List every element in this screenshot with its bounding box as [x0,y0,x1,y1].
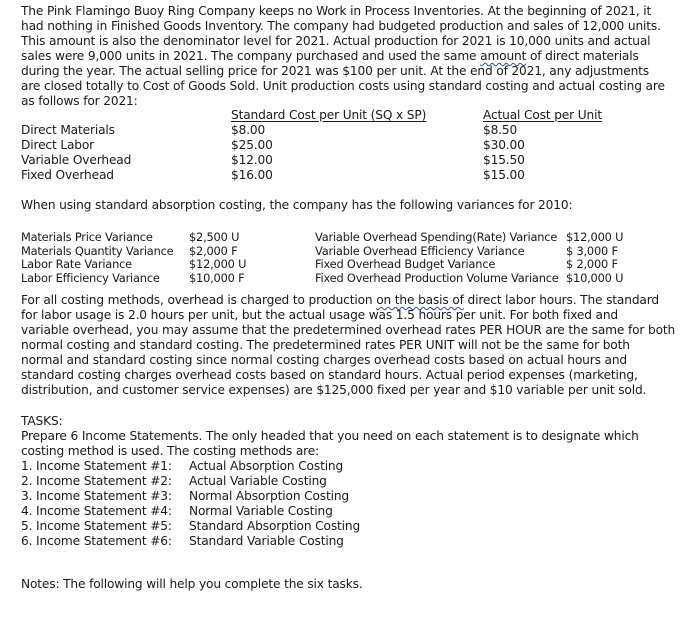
variance-value: $10,000 F [189,270,245,285]
actual-cost: $30.00 [483,138,525,152]
intro-paragraph [21,4,665,109]
task-item [21,474,661,489]
intro-line-2: had nothing in Finished Goods Inventory. The company had budgeted production and sales of 12,000 units. [21,19,661,33]
overhead-line-1-tail: direct labor hours. The standard [463,293,659,307]
variance-label: Materials Price Variance [21,230,153,244]
task-label: 6. Income Statement #6: [21,534,172,548]
task-item [21,519,661,534]
actual-cost: $15.50 [483,153,525,167]
variance-label: Labor Rate Variance [21,257,132,271]
variance-row [21,231,661,245]
variance-value: $2,500 U [189,230,240,244]
task-label: 1. Income Statement #1: [21,459,172,473]
variance-row [21,258,661,272]
cost-row [21,153,661,168]
standard-cost: $16.00 [231,168,273,182]
notes-paragraph [21,577,661,592]
cost-row [21,123,661,138]
variance-label: Materials Quantity Variance [21,243,174,258]
overhead-line-5: normal and standard costing since normal costing charges overhead costs based on actual hours and [21,353,627,367]
overhead-line-2: for labor usage is 2.0 hours per unit, but the actual usage was 1.5 hours per unit. For both fixed and [21,308,619,322]
intro-line-3: This amount is also the denominator level for 2021. Actual production for 2021 is 10,000 units and actual [21,34,651,48]
grammar-flag-on-the-basis-of: on the basis of [376,293,464,307]
cost-label: Variable Overhead [21,153,132,167]
variance-label: Fixed Overhead Budget Variance [315,257,496,271]
tasks-section [21,414,661,549]
task-method: Standard Absorption Costing [189,519,361,533]
variance-value: $ 2,000 F [566,257,618,271]
task-label: 2. Income Statement #2: [21,474,172,488]
intro-line-7: as follows for 2021: [21,94,138,108]
task-label: 3. Income Statement #3: [21,489,172,503]
task-method: Actual Absorption Costing [189,459,344,473]
task-label: 4. Income Statement #4: [21,504,172,518]
variance-label: Fixed Overhead Production Volume Variance [315,270,559,285]
unit-cost-table [21,108,661,183]
cost-row [21,168,661,183]
tasks-heading: TASKS: [21,414,63,428]
variance-intro [21,198,661,213]
cost-label: Direct Materials [21,123,115,137]
variance-label: Variable Overhead Spending(Rate) Variance [315,230,558,244]
intro-line-5: during the year. The actual selling price for 2021 was $100 per unit. At the end of 2021, any adjustments [21,64,649,78]
notes-text: Notes: The following will help you complete the six tasks. [21,577,363,591]
intro-line-1: The Pink Flamingo Buoy Ring Company keeps no Work in Process Inventories. At the beginning of 2021, it [21,4,652,18]
task-label: 5. Income Statement #5: [21,519,172,533]
cost-label: Direct Labor [21,138,95,152]
intro-line-6: are closed totally to Cost of Goods Sold. Unit production costs using standard costing and actual costing are [21,79,665,93]
tasks-line-1: Prepare 6 Income Statements. The only headed that you need on each statement is to designate which [21,429,639,443]
actual-cost: $15.00 [483,168,525,182]
variance-value: $2,000 F [189,243,238,258]
standard-cost: $25.00 [231,138,273,152]
tasks-line-2: costing method is used. The costing methods are: [21,444,320,458]
cost-label: Fixed Overhead [21,168,114,182]
variance-value: $12,000 U [189,257,247,271]
task-method: Normal Variable Costing [189,504,333,518]
overhead-line-3: variable overhead, you may assume that the predetermined overhead rates PER HOUR are the same for both [21,323,676,337]
overhead-line-1-head: For all costing methods, overhead is charged to production [21,293,377,307]
cost-table-header [21,108,661,123]
overhead-line-7: distribution, and customer service expenses) are $125,000 fixed per year and $10 variable per unit sold. [21,383,647,397]
variance-label: Labor Efficiency Variance [21,270,160,285]
variance-table [21,231,661,285]
intro-line-4 [21,49,661,64]
standard-cost: $8.00 [231,123,266,137]
actual-cost-header: Actual Cost per Unit [483,108,602,122]
task-item [21,459,661,474]
task-method: Standard Variable Costing [189,534,344,548]
variance-intro-text: When using standard absorption costing, the company has the following variances for 2010: [21,198,573,212]
cost-row [21,138,661,153]
variance-label: Variable Overhead Efficiency Variance [315,243,525,258]
variance-row [21,272,661,286]
actual-cost: $8.50 [483,123,518,137]
variance-value: $12,000 U [566,230,624,244]
task-item [21,489,661,504]
overhead-line-6: standard costing charges overhead costs based on standard hours. Actual period expenses (marketing, [21,368,638,382]
overhead-line-1 [21,293,661,308]
intro-line-4-tail: of direct materials [526,49,639,63]
overhead-line-4: normal costing and standard costing. The predetermined rates PER UNIT will not be the same for both [21,338,630,352]
variance-row [21,245,661,259]
standard-cost: $12.00 [231,153,273,167]
intro-line-4-head: sales were 9,000 units in 2021. The company purchased and used the same [21,49,481,63]
overhead-paragraph [21,293,676,398]
spelling-flag-amount: amount [480,49,527,63]
task-method: Actual Variable Costing [189,474,327,488]
task-item [21,504,661,519]
variance-value: $10,000 U [566,270,624,285]
task-item [21,534,661,549]
task-method: Normal Absorption Costing [189,489,350,503]
variance-value: $ 3,000 F [566,243,618,258]
standard-cost-header: Standard Cost per Unit (SQ x SP) [231,108,427,122]
